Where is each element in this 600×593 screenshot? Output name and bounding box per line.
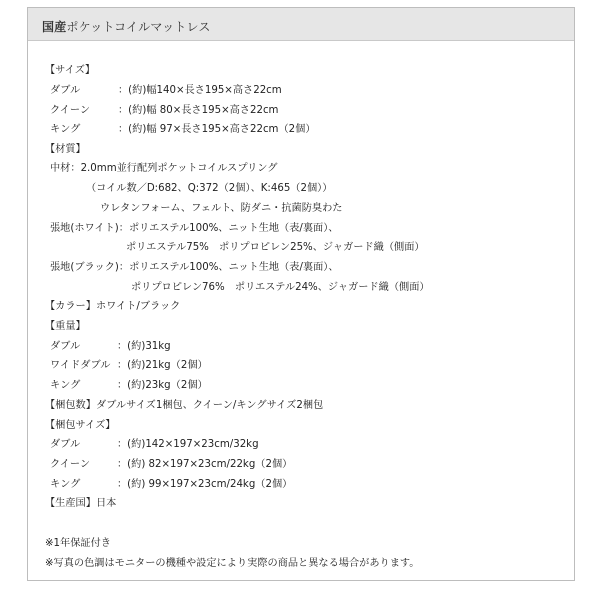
material-black-label: 張地(ブラック)： <box>50 262 130 273</box>
material-white-text1: ポリエステル100%、ニット生地（表/裏面）、 <box>128 223 339 234</box>
size-value-double: ：(約)幅140×長さ195×高さ22cm <box>118 85 282 96</box>
material-black-text1: ポリエステル100%、ニット生地（表/裏面）、 <box>129 262 339 273</box>
package-size-value-double: ：(約)142×197×23cm/32kg <box>117 439 259 450</box>
packages-heading: 【梱包数】 <box>45 400 96 411</box>
size-heading: 【サイズ】 <box>45 65 96 76</box>
weight-row-widedouble <box>50 356 208 376</box>
weight-label-king: キング <box>50 380 81 391</box>
page-title <box>42 18 211 35</box>
panel-header <box>28 8 574 41</box>
package-size-label-king: キング <box>50 479 81 490</box>
color-value: ホワイト/ブラック <box>95 301 181 312</box>
size-row-king <box>50 120 316 140</box>
packages-line <box>45 396 323 416</box>
warranty-note: ※1年保証付き <box>45 538 111 549</box>
packages-value: ダブルサイズ1梱包、クイーン/キングサイズ2梱包 <box>95 400 324 411</box>
size-row-queen <box>50 101 278 121</box>
material-black-line2: ポリプロピレン76% ポリエステル24%、ジャガード織（側面） <box>131 282 430 293</box>
package-size-label-double: ダブル <box>50 439 81 450</box>
origin-line <box>45 494 116 514</box>
material-core-label: 中材： <box>50 163 81 174</box>
weight-value-double: ：(約)31kg <box>117 341 171 352</box>
package-size-heading: 【梱包サイズ】 <box>45 420 116 431</box>
package-size-row-king <box>50 475 292 495</box>
package-size-value-queen: ：(約) 82×197×23cm/22kg（2個） <box>117 459 293 470</box>
material-black-line1 <box>50 258 339 278</box>
package-size-label-queen: クイーン <box>50 459 91 470</box>
origin-heading: 【生産国】 <box>45 498 96 509</box>
material-white-line1 <box>50 219 338 239</box>
size-value-queen: ：(約)幅 80×長さ195×高さ22cm <box>118 105 279 116</box>
weight-row-double <box>50 337 171 357</box>
size-value-king: ：(約)幅 97×長さ195×高さ22cm（2個） <box>118 124 316 135</box>
title-bold: 国産 <box>42 20 67 34</box>
weight-label-double: ダブル <box>50 341 81 352</box>
package-size-row-queen <box>50 455 292 475</box>
spec-panel <box>27 7 575 581</box>
weight-value-king: ：(約)23kg（2個） <box>117 380 208 391</box>
title-rest: ポケットコイルマットレス <box>66 20 211 34</box>
material-core-line1 <box>50 159 277 179</box>
material-core-text1: 2.0mm並行配列ポケットコイルスプリング <box>80 163 278 174</box>
weight-value-widedouble: ：(約)21kg（2個） <box>117 360 208 371</box>
size-row-double <box>50 81 282 101</box>
color-line <box>45 297 180 317</box>
material-white-label: 張地(ホワイト)： <box>50 223 129 234</box>
package-size-row-double <box>50 435 259 455</box>
color-disclaimer-note: ※写真の色調はモニターの機種や設定により実際の商品と異なる場合があります。 <box>45 558 420 569</box>
material-core-line3: ウレタンフォーム、フェルト、防ダニ・抗菌防臭わた <box>100 203 343 214</box>
weight-row-king <box>50 376 208 396</box>
color-heading: 【カラー】 <box>45 301 96 312</box>
package-size-value-king: ：(約) 99×197×23cm/24kg（2個） <box>117 479 293 490</box>
size-label-king: キング <box>50 124 81 135</box>
weight-label-widedouble: ワイドダブル <box>50 360 111 371</box>
material-core-line2: （コイル数／D:682、Q:372（2個）、K:465（2個）） <box>86 183 333 194</box>
size-label-double: ダブル <box>50 85 81 96</box>
material-white-line2: ポリエステル75% ポリプロピレン25%、ジャガード織（側面） <box>126 242 425 253</box>
size-label-queen: クイーン <box>50 105 91 116</box>
material-heading: 【材質】 <box>45 144 86 155</box>
origin-value: 日本 <box>95 498 117 509</box>
weight-heading: 【重量】 <box>45 321 86 332</box>
